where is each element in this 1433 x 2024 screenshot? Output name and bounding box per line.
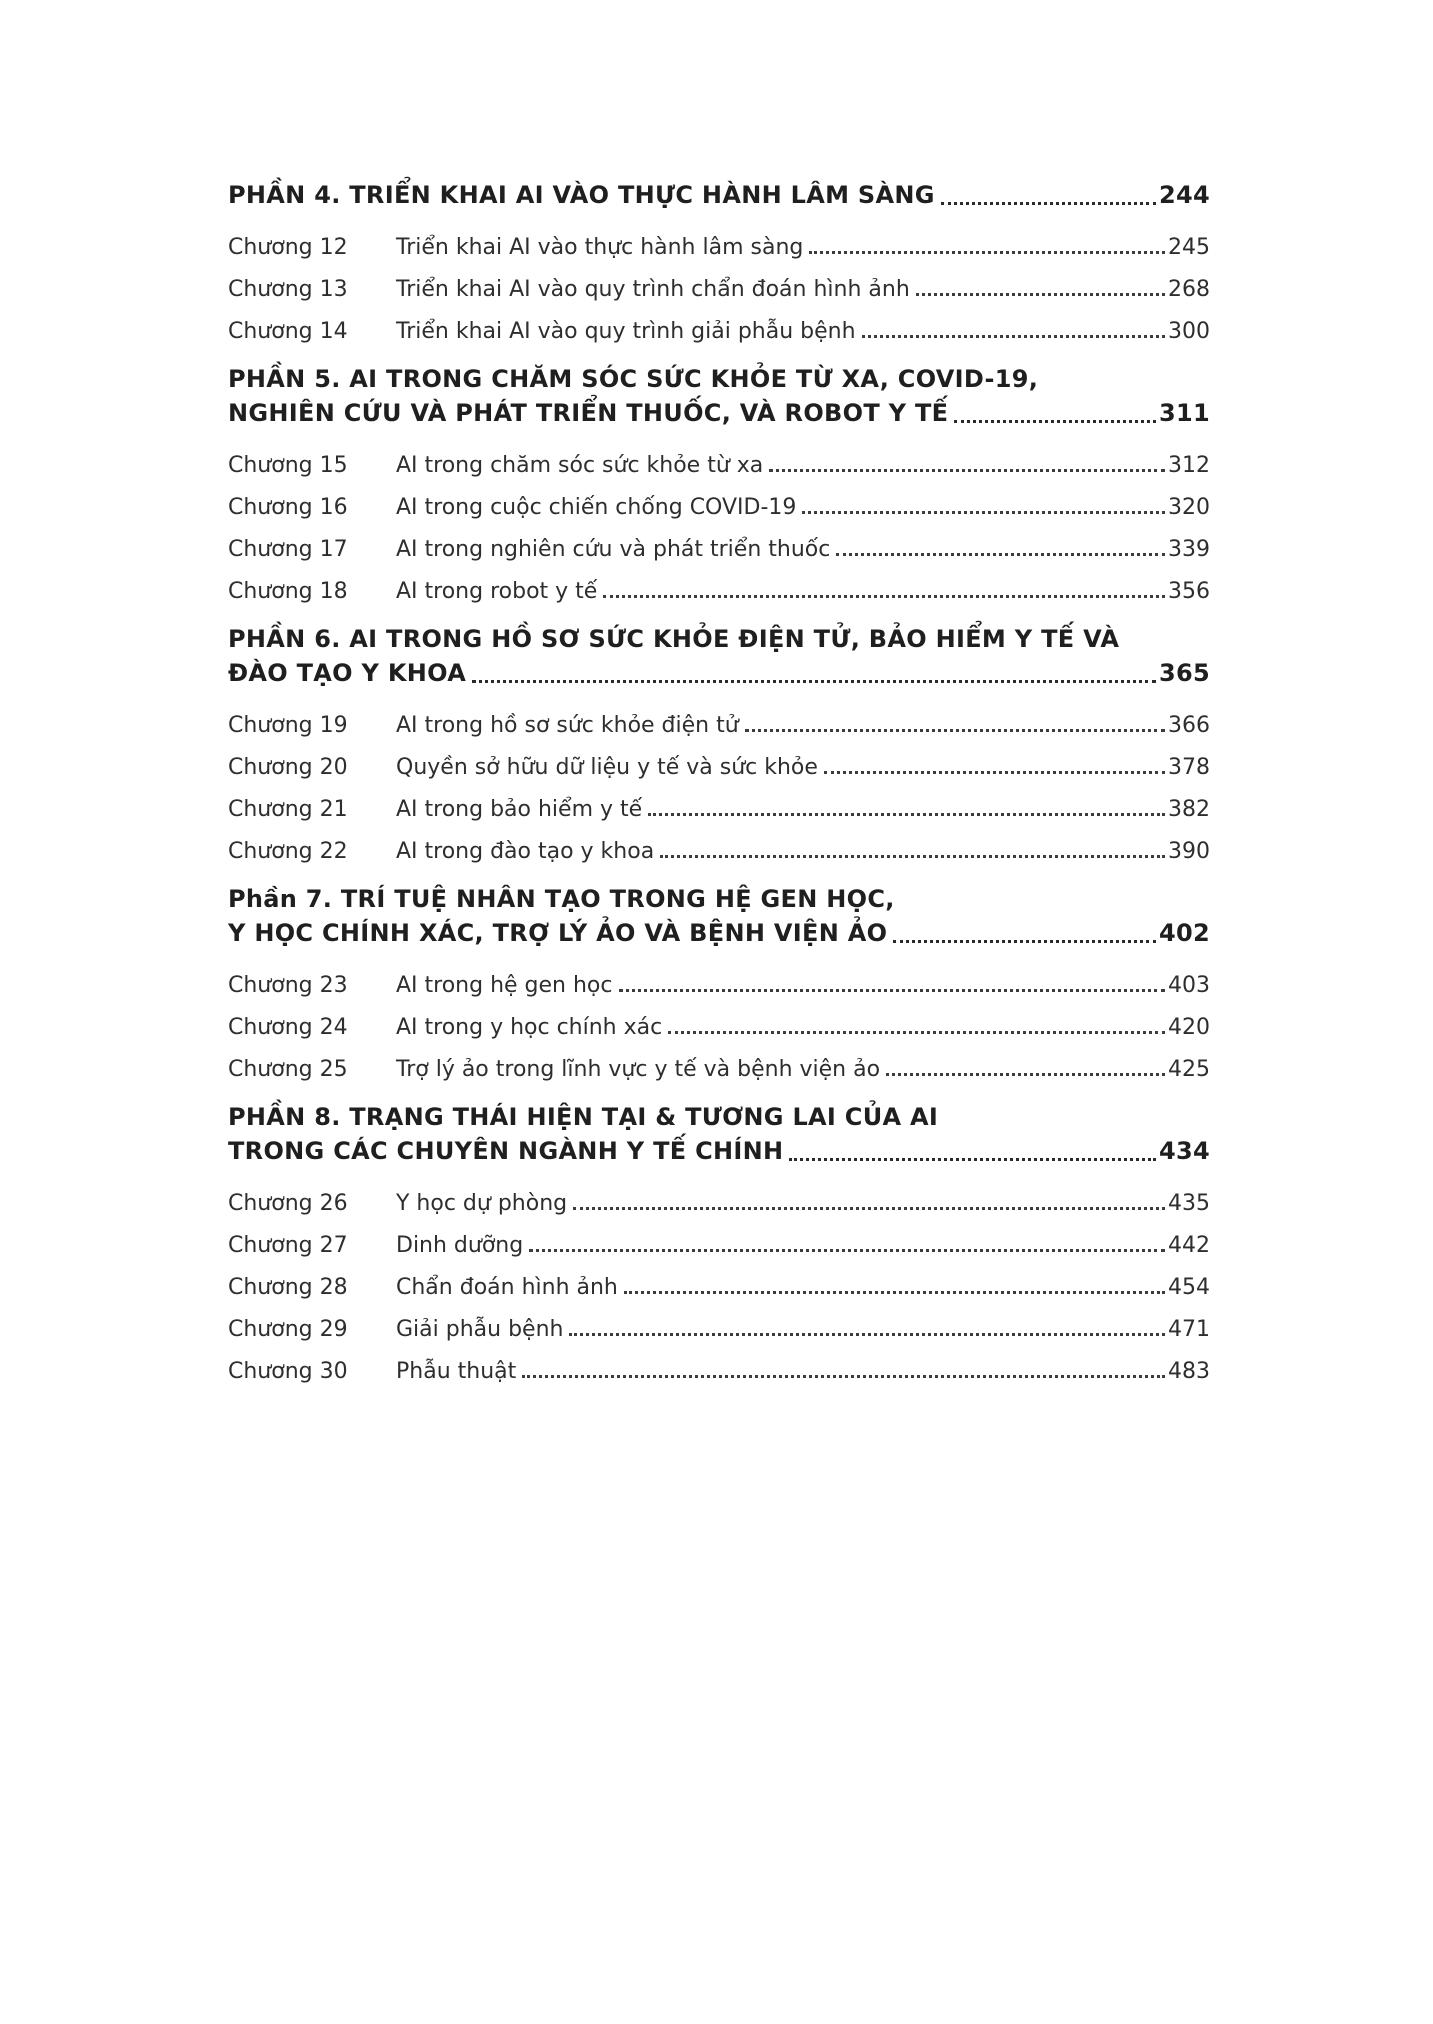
section-heading-line: PHẦN 5. AI TRONG CHĂM SÓC SỨC KHỎE TỪ XA, COVID-19,: [228, 365, 1039, 393]
entry-page-number: 378: [1168, 755, 1210, 780]
toc-entry: [228, 974, 1210, 998]
section-page-number: 365: [1159, 659, 1210, 687]
chapter-title: Quyền sở hữu dữ liệu y tế và sức khỏe: [396, 755, 818, 780]
entry-page-number: 471: [1168, 1317, 1210, 1342]
toc-section: [228, 882, 1210, 1082]
dotted-leader: [603, 595, 1165, 598]
chapter-label: Chương 28: [228, 1275, 348, 1300]
chapter-label: Chương 25: [228, 1057, 348, 1082]
chapter-title: Triển khai AI vào thực hành lâm sàng: [396, 235, 804, 260]
section-page-number: 402: [1159, 919, 1210, 947]
entry-page-number: 245: [1168, 235, 1210, 260]
dotted-leader: [886, 1073, 1165, 1076]
section-heading: [228, 882, 1210, 950]
section-heading-text: Y HỌC CHÍNH XÁC, TRỢ LÝ ẢO VÀ BỆNH VIỆN ẢO: [228, 919, 888, 947]
section-heading-line: [228, 916, 1210, 950]
entry-page-number: 320: [1168, 495, 1210, 520]
chapter-label: Chương 13: [228, 277, 348, 302]
chapter-title: Triển khai AI vào quy trình chẩn đoán hình ảnh: [396, 277, 910, 302]
chapter-title: AI trong robot y tế: [396, 579, 598, 604]
toc-entry: [228, 320, 1210, 344]
dotted-leader: [522, 1375, 1165, 1378]
entry-page-number: 312: [1168, 453, 1210, 478]
section-heading: [228, 178, 1210, 212]
chapter-label: Chương 23: [228, 973, 348, 998]
section-heading-text: NGHIÊN CỨU VÀ PHÁT TRIỂN THUỐC, VÀ ROBOT Y TẾ: [228, 399, 949, 427]
toc-entry: [228, 580, 1210, 604]
entry-page-number: 366: [1168, 713, 1210, 738]
toc-section: [228, 362, 1210, 604]
entry-page-number: 339: [1168, 537, 1210, 562]
dotted-leader: [573, 1207, 1165, 1210]
entry-page-number: 390: [1168, 839, 1210, 864]
chapter-title: AI trong nghiên cứu và phát triển thuốc: [396, 537, 831, 562]
chapter-label: Chương 14: [228, 319, 348, 344]
dotted-leader: [660, 855, 1165, 858]
section-page-number: 311: [1159, 399, 1210, 427]
toc-entry: [228, 1192, 1210, 1216]
chapter-title: Trợ lý ảo trong lĩnh vực y tế và bệnh viện ảo: [396, 1057, 881, 1082]
chapter-label: Chương 29: [228, 1317, 348, 1342]
section-heading: [228, 622, 1210, 690]
entry-page-number: 435: [1168, 1191, 1210, 1216]
chapter-label: Chương 24: [228, 1015, 348, 1040]
toc-entry: [228, 1234, 1210, 1258]
toc-entry: [228, 236, 1210, 260]
toc-entry: [228, 278, 1210, 302]
dotted-leader: [941, 202, 1156, 205]
chapter-label: Chương 26: [228, 1191, 348, 1216]
chapter-title: AI trong y học chính xác: [396, 1015, 663, 1040]
toc-section: [228, 1100, 1210, 1384]
chapter-title: Dinh dưỡng: [396, 1233, 524, 1258]
entry-page-number: 268: [1168, 277, 1210, 302]
section-heading-line: [228, 656, 1210, 690]
entry-page-number: 425: [1168, 1057, 1210, 1082]
chapter-label: Chương 22: [228, 839, 348, 864]
dotted-leader: [809, 251, 1165, 254]
entry-page-number: 300: [1168, 319, 1210, 344]
entry-page-number: 483: [1168, 1359, 1210, 1384]
section-heading-line: [228, 1134, 1210, 1168]
toc-entry: [228, 454, 1210, 478]
toc-entry: [228, 496, 1210, 520]
section-page-number: 244: [1159, 181, 1210, 209]
dotted-leader: [954, 420, 1156, 423]
entry-page-number: 442: [1168, 1233, 1210, 1258]
toc-entry: [228, 1016, 1210, 1040]
toc-entry: [228, 798, 1210, 822]
dotted-leader: [789, 1158, 1156, 1161]
section-heading-line: PHẦN 6. AI TRONG HỒ SƠ SỨC KHỎE ĐIỆN TỬ, BẢO HIỂM Y TẾ VÀ: [228, 625, 1120, 653]
chapter-label: Chương 18: [228, 579, 348, 604]
dotted-leader: [668, 1031, 1165, 1034]
chapter-title: Y học dự phòng: [396, 1191, 568, 1216]
chapter-title: AI trong cuộc chiến chống COVID-19: [396, 495, 797, 520]
dotted-leader: [824, 771, 1165, 774]
dotted-leader: [569, 1333, 1165, 1336]
dotted-leader: [529, 1249, 1165, 1252]
dotted-leader: [862, 335, 1165, 338]
entry-page-number: 356: [1168, 579, 1210, 604]
chapter-label: Chương 19: [228, 713, 348, 738]
section-heading-text: ĐÀO TẠO Y KHOA: [228, 659, 467, 687]
chapter-label: Chương 17: [228, 537, 348, 562]
toc-entry: [228, 538, 1210, 562]
chapter-title: Giải phẫu bệnh: [396, 1317, 564, 1342]
chapter-title: AI trong hệ gen học: [396, 973, 613, 998]
chapter-label: Chương 27: [228, 1233, 348, 1258]
entry-page-number: 382: [1168, 797, 1210, 822]
toc-entry: [228, 840, 1210, 864]
dotted-leader: [836, 553, 1165, 556]
dotted-leader: [916, 293, 1165, 296]
entry-page-number: 454: [1168, 1275, 1210, 1300]
toc-entry: [228, 756, 1210, 780]
section-heading-line: Phần 7. TRÍ TUỆ NHÂN TẠO TRONG HỆ GEN HỌC,: [228, 885, 895, 913]
chapter-label: Chương 30: [228, 1359, 348, 1384]
dotted-leader: [648, 813, 1165, 816]
toc-entry: [228, 1360, 1210, 1384]
chapter-label: Chương 21: [228, 797, 348, 822]
dotted-leader: [745, 729, 1165, 732]
toc-section: [228, 622, 1210, 864]
dotted-leader: [802, 511, 1165, 514]
chapter-title: AI trong chăm sóc sức khỏe từ xa: [396, 453, 764, 478]
dotted-leader: [472, 680, 1156, 683]
section-heading-text: TRONG CÁC CHUYÊN NGÀNH Y TẾ CHÍNH: [228, 1137, 784, 1165]
chapter-label: Chương 15: [228, 453, 348, 478]
toc-entry: [228, 1318, 1210, 1342]
chapter-title: AI trong hồ sơ sức khỏe điện tử: [396, 713, 739, 738]
toc-entry: [228, 714, 1210, 738]
entry-page-number: 403: [1168, 973, 1210, 998]
toc-entry: [228, 1276, 1210, 1300]
chapter-title: Chẩn đoán hình ảnh: [396, 1275, 618, 1300]
chapter-label: Chương 16: [228, 495, 348, 520]
section-heading-line: [228, 178, 1210, 212]
entry-page-number: 420: [1168, 1015, 1210, 1040]
section-heading: [228, 362, 1210, 430]
section-page-number: 434: [1159, 1137, 1210, 1165]
toc-entry: [228, 1058, 1210, 1082]
section-heading-line: [228, 396, 1210, 430]
dotted-leader: [619, 989, 1166, 992]
dotted-leader: [893, 940, 1156, 943]
chapter-label: Chương 12: [228, 235, 348, 260]
section-heading-text: PHẦN 4. TRIỂN KHAI AI VÀO THỰC HÀNH LÂM SÀNG: [228, 181, 935, 209]
dotted-leader: [624, 1291, 1165, 1294]
chapter-label: Chương 20: [228, 755, 348, 780]
toc-section: [228, 178, 1210, 344]
chapter-title: Triển khai AI vào quy trình giải phẫu bệnh: [396, 319, 856, 344]
section-heading-line: PHẦN 8. TRẠNG THÁI HIỆN TẠI & TƯƠNG LAI CỦA AI: [228, 1103, 939, 1131]
chapter-title: Phẫu thuật: [396, 1359, 517, 1384]
chapter-title: AI trong bảo hiểm y tế: [396, 797, 643, 822]
section-heading: [228, 1100, 1210, 1168]
dotted-leader: [769, 469, 1165, 472]
toc: [228, 178, 1210, 1402]
chapter-title: AI trong đào tạo y khoa: [396, 839, 655, 864]
